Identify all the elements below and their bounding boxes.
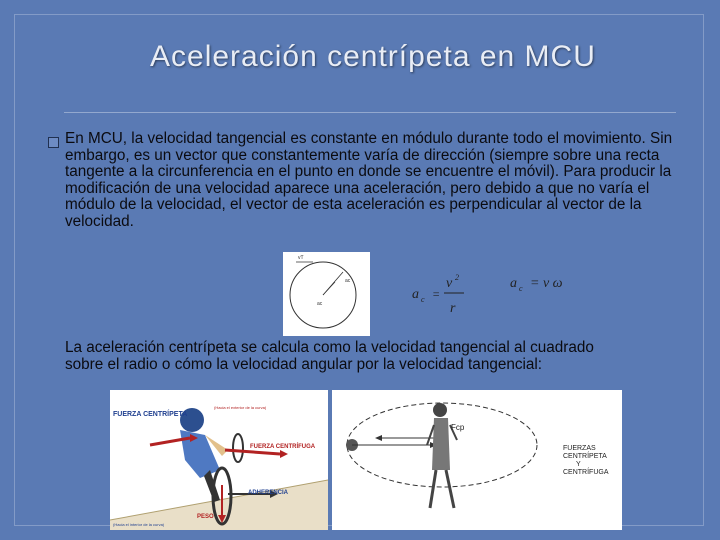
eq1-num: v [446, 276, 453, 291]
title-divider [64, 112, 676, 113]
eq1-den: r [450, 301, 456, 316]
label-peso: PESO [197, 514, 214, 520]
circle-label-center: ac [317, 301, 323, 307]
eq1-exp: 2 [455, 273, 459, 282]
eq2-lhs: a [510, 276, 517, 291]
equations [400, 265, 610, 320]
cyclist-figure [110, 390, 328, 530]
label-fuerza-centripeta: FUERZA CENTRÍPETA [113, 411, 188, 418]
circle-label-ac: ac [345, 278, 351, 284]
label-y: Y [576, 461, 581, 468]
label-centrifuga: CENTRÍFUGA [563, 469, 609, 476]
label-adherencia: ADHERENCIA [248, 490, 289, 496]
paragraph-formula: La aceleración centrípeta se calcula como la velocidad tangencial al cuadrado sobre el radio o cómo la velocidad angular por la velocidad tangencial: [65, 339, 594, 373]
eq2-sub: c [519, 284, 523, 293]
eq2-rhs: = v ω [530, 276, 563, 291]
circle-label-vt: vT [298, 255, 304, 261]
label-centripeta: CENTRÍPETA [563, 453, 607, 460]
eq1-lhs: a [412, 287, 419, 302]
paragraph-velocidad-tangencial: En MCU, la velocidad tangencial es constante en módulo durante todo el movimiento. Sin embargo, es un vector que constantemente varía de dirección (siempre sobre una recta tangente a la circunferencia en el punto en donde se encuentre el móvil). Para producir la modificación de una velocidad aparece una aceleración, pero debido a que no varía el módulo de la velocidad, el vector de esta aceleración es perpendicular al vector de la velocidad. [65, 130, 673, 230]
label-fuerza-centrifuga: FUERZA CENTRÍFUGA [250, 444, 316, 450]
ball-string-figure [332, 390, 622, 530]
square-bullet-icon [48, 137, 59, 148]
label-fuerzas: FUERZAS [563, 445, 596, 452]
label-hacia-exterior: (Hacia el exterior de la curva) [214, 405, 267, 410]
slide-title: Aceleración centrípeta en MCU [150, 40, 596, 73]
label-hacia-interior: (Hacia el interior de la curva) [113, 522, 165, 527]
eq1-sub: c [421, 295, 425, 304]
eq1-eq: = [432, 287, 441, 301]
label-fcp: Fcp [451, 423, 465, 432]
circle-diagram [283, 252, 370, 336]
